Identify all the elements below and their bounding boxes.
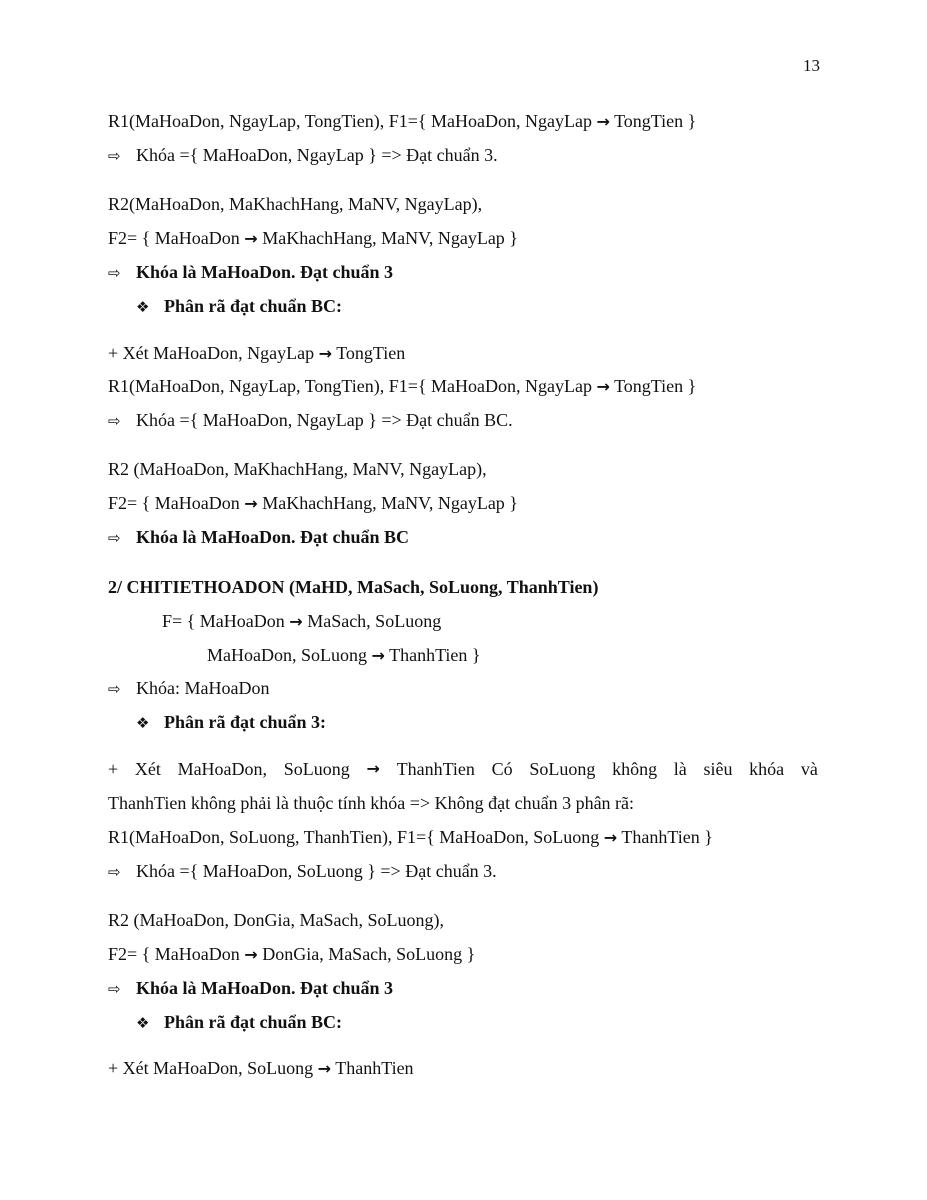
arrow-icon: →	[596, 377, 610, 396]
line-text: Phân rã đạt chuẩn BC:	[164, 296, 343, 316]
text-line: + Xét MaHoaDon, SoLuong → ThanhTien	[108, 1058, 414, 1078]
bullet-heading	[136, 295, 342, 318]
implication-line	[108, 261, 393, 284]
word: SoLuong	[529, 759, 596, 779]
bullet-heading	[136, 1011, 342, 1034]
implication-line	[108, 977, 393, 1000]
page-number: 13	[803, 56, 820, 75]
text-line: R1(MaHoaDon, NgayLap, TongTien), F1={ MaHoaDon, NgayLap → TongTien }	[108, 111, 697, 131]
implication-line	[108, 677, 269, 700]
implies-arrow-icon: ⇨	[108, 980, 121, 998]
word: Có	[491, 759, 513, 779]
justified-line	[108, 758, 818, 780]
line-text: Phân rã đạt chuẩn 3:	[164, 712, 327, 732]
diamond-bullet-icon: ❖	[136, 714, 150, 732]
diamond-bullet-icon: ❖	[136, 1014, 150, 1032]
arrow-icon: →	[244, 494, 258, 513]
line-text: Khóa ={ MaHoaDon, NgayLap } => Đạt chuẩn BC.	[136, 410, 513, 430]
text-line: F2= { MaHoaDon → DonGia, MaSach, SoLuong }	[108, 944, 476, 964]
diamond-bullet-icon: ❖	[136, 298, 150, 316]
section-heading: 2/ CHITIETHOADON (MaHD, MaSach, SoLuong, ThanhTien)	[108, 577, 599, 597]
implies-arrow-icon: ⇨	[108, 147, 121, 165]
implication-line	[108, 526, 409, 549]
arrow-icon: →	[317, 1059, 332, 1078]
word: MaHoaDon,	[177, 759, 268, 779]
word: không	[612, 759, 658, 779]
arrow-icon: →	[596, 112, 610, 131]
implies-arrow-icon: ⇨	[108, 264, 121, 282]
implication-line	[108, 409, 513, 432]
arrow-icon: →	[366, 759, 380, 778]
text-line: R1(MaHoaDon, SoLuong, ThanhTien), F1={ MaHoaDon, SoLuong → ThanhTien }	[108, 827, 713, 847]
implies-arrow-icon: ⇨	[108, 680, 121, 698]
implies-arrow-icon: ⇨	[108, 863, 121, 881]
line-text: Khóa là MaHoaDon. Đạt chuẩn BC	[136, 527, 410, 547]
implies-arrow-icon: ⇨	[108, 412, 121, 430]
implies-arrow-icon: ⇨	[108, 529, 121, 547]
text-line: R2 (MaHoaDon, DonGia, MaSach, SoLuong),	[108, 910, 444, 930]
text-line: R1(MaHoaDon, NgayLap, TongTien), F1={ MaHoaDon, NgayLap → TongTien }	[108, 376, 697, 396]
text-line: + Xét MaHoaDon, NgayLap → TongTien	[108, 343, 406, 363]
text-line: R2(MaHoaDon, MaKhachHang, MaNV, NgayLap),	[108, 194, 483, 214]
arrow-icon: →	[244, 945, 258, 964]
word: và	[800, 759, 818, 779]
line-text: Khóa ={ MaHoaDon, NgayLap } => Đạt chuẩn 3.	[136, 145, 498, 165]
word: khóa	[749, 759, 785, 779]
line-text: Khóa ={ MaHoaDon, SoLuong } => Đạt chuẩn 3.	[136, 861, 497, 881]
word: là	[673, 759, 687, 779]
arrow-icon: →	[244, 229, 258, 248]
word: ThanhTien	[396, 759, 475, 779]
word: siêu	[703, 759, 733, 779]
line-text: Khóa: MaHoaDon	[136, 678, 270, 698]
implication-line	[108, 144, 498, 167]
word: +	[108, 759, 119, 779]
line-text: Khóa là MaHoaDon. Đạt chuẩn 3	[136, 262, 394, 282]
text-line: R2 (MaHoaDon, MaKhachHang, MaNV, NgayLap),	[108, 459, 487, 479]
text-line: F= { MaHoaDon → MaSach, SoLuong	[162, 611, 442, 631]
arrow-icon: →	[289, 612, 303, 631]
implication-line	[108, 860, 497, 883]
text-line: F2= { MaHoaDon → MaKhachHang, MaNV, NgayLap }	[108, 493, 518, 513]
bullet-heading	[136, 711, 326, 734]
word: SoLuong	[283, 759, 350, 779]
line-text: Khóa là MaHoaDon. Đạt chuẩn 3	[136, 978, 394, 998]
line-text: Phân rã đạt chuẩn BC:	[164, 1012, 343, 1032]
arrow-icon: →	[603, 828, 618, 847]
arrow-icon: →	[371, 646, 385, 665]
word: Xét	[134, 759, 161, 779]
text-line: MaHoaDon, SoLuong → ThanhTien }	[207, 645, 481, 665]
text-line: ThanhTien không phải là thuộc tính khóa => Không đạt chuẩn 3 phân rã:	[108, 793, 635, 813]
arrow-icon: →	[318, 344, 333, 363]
text-line: F2= { MaHoaDon → MaKhachHang, MaNV, NgayLap }	[108, 228, 518, 248]
